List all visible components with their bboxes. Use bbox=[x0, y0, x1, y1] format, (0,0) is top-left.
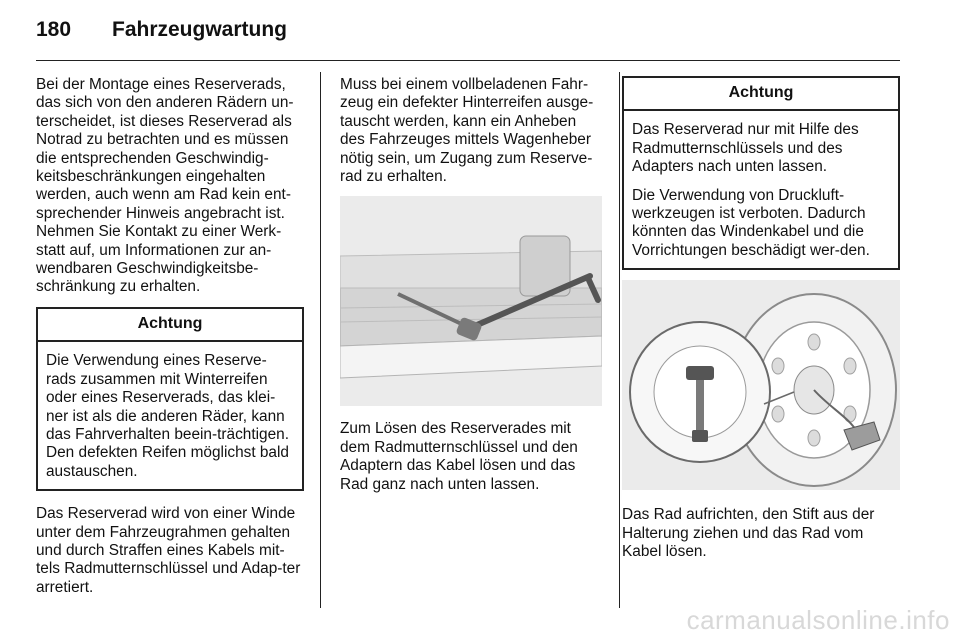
column-2 bbox=[340, 76, 604, 494]
warning-box-1 bbox=[36, 307, 304, 491]
warning-title: Achtung bbox=[624, 78, 898, 111]
intro-paragraph: Bei der Montage eines Reserverads, das sich von den anderen Rädern un-terscheidet, ist dieses Reserverad als Notrad zu betrachten und es müssen die entsprechenden Geschwindig-keitsbeschränkungen eingehalten werden, auch wenn am Rad kein ent-sprechender Hinweis angebracht ist. Nehmen Sie Kontakt zu einer Werk-statt auf, um Informationen zur an-wendbaren Geschwindigkeitsbe-schränkung zu erhalten. bbox=[36, 76, 294, 296]
warning-paragraph-2: Die Verwendung von Druckluft-werkzeugen ist verboten. Dadurch könnten das Windenkabel und die Vorrichtungen beschädigt wer-den. bbox=[632, 186, 870, 259]
watermark: carmanualsonline.info bbox=[686, 605, 950, 635]
wrench-illustration bbox=[340, 196, 602, 406]
page-number: 180 bbox=[36, 18, 72, 41]
jack-paragraph: Muss bei einem vollbeladenen Fahr-zeug ein defekter Hinterreifen ausge-tauscht werden, kann ein Anheben des Fahrzeuges mittels Wagenheber nötig sein, um Zugang zum Reserve-rad zu erhalten. bbox=[340, 76, 594, 186]
wheel-caption: Das Rad aufrichten, den Stift aus der Halterung ziehen und das Rad vom Kabel lösen. bbox=[622, 506, 875, 561]
warning-title: Achtung bbox=[38, 309, 302, 342]
header-divider bbox=[36, 60, 900, 61]
spare-wheel-paragraph: Das Reserverad wird von einer Winde unter dem Fahrzeugrahmen gehalten und durch Straffen eines Kabels mit-tels Radmutternschlüssel und Adap-ter arretiert. bbox=[36, 505, 301, 596]
column-1 bbox=[36, 76, 304, 597]
column-divider-2 bbox=[619, 72, 620, 608]
wrench-caption: Zum Lösen des Reserverades mit dem Radmutternschlüssel und den Adaptern das Kabel lösen und das Rad ganz nach unten lassen. bbox=[340, 420, 578, 493]
warning-paragraph-1: Das Reserverad nur mit Hilfe des Radmutternschlüssels und des Adapters nach unten lassen. bbox=[632, 121, 859, 176]
column-3 bbox=[622, 76, 900, 561]
wrench-drawing bbox=[340, 196, 602, 406]
column-divider-1 bbox=[320, 72, 321, 608]
warning-box-2 bbox=[622, 76, 900, 270]
page-title: Fahrzeugwartung bbox=[112, 18, 288, 41]
warning-text: Die Verwendung eines Reserve-rads zusammen mit Winterreifen oder eines Reserverads, das klei-ner ist als die anderen Räder, kann das Fahrverhalten beein-trächtigen. Den defekten Reifen möglichst bald austauschen. bbox=[46, 352, 289, 480]
wheel-drawing bbox=[622, 280, 900, 490]
wheel-illustration bbox=[622, 280, 900, 490]
